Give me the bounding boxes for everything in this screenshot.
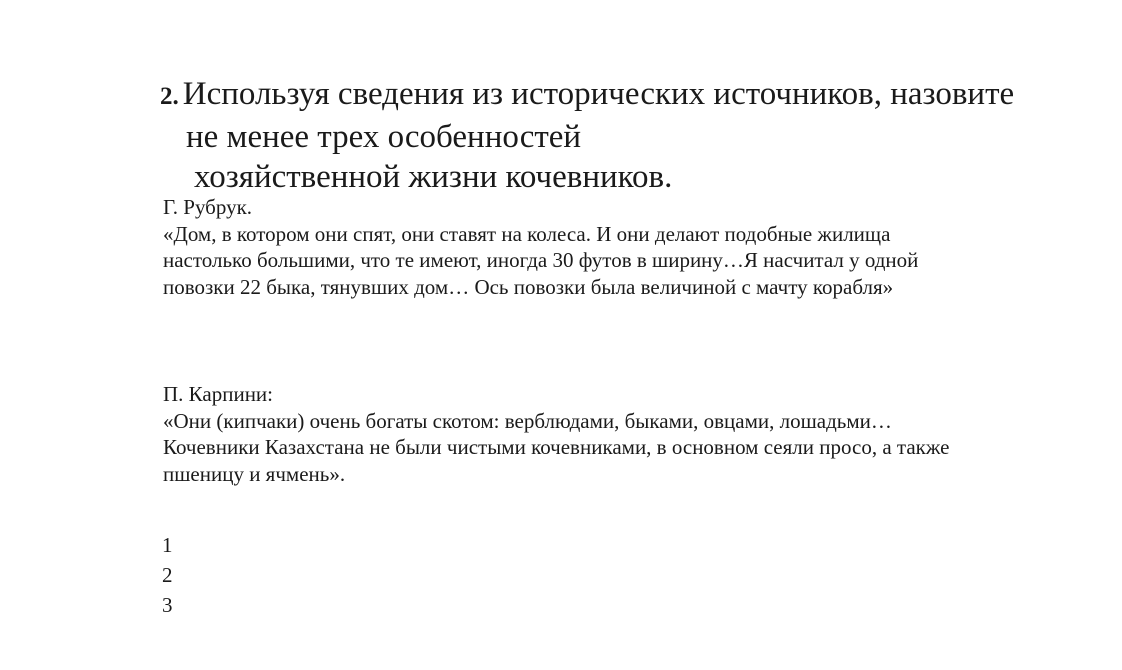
source-karpini	[163, 381, 1063, 487]
question-line-2: не менее трех особенностей	[186, 119, 582, 155]
source-quote-line: повозки 22 быка, тянувших дом… Ось повозки была величиной с мачту корабля»	[163, 274, 894, 299]
answer-list	[162, 530, 173, 620]
source-quote-line: настолько большими, что те имеют, иногда 30 футов в ширину…Я насчитал у одной	[163, 248, 919, 272]
answer-number: 2	[162, 563, 173, 587]
question-block	[160, 74, 1080, 197]
source-quote-line: пшеницу и ячмень».	[163, 461, 346, 486]
question-number: 2.	[160, 83, 179, 110]
answer-number: 3	[162, 593, 173, 617]
question-text-1: Используя сведения из исторических источников, назовите	[182, 76, 1015, 112]
source-author: П. Карпини:	[163, 382, 274, 406]
question-line-3: хозяйственной жизни кочевников.	[194, 159, 673, 195]
source-quote-line: «Дом, в котором они спят, они ставят на колеса. И они делают подобные жилища	[163, 221, 891, 246]
source-author: Г. Рубрук.	[163, 195, 253, 219]
question-line-1	[160, 74, 1080, 117]
source-rubruk	[163, 194, 1063, 300]
answer-number: 1	[162, 533, 173, 557]
source-quote-line: «Они (кипчаки) очень богаты скотом: верблюдами, быками, овцами, лошадьми…	[163, 408, 892, 433]
source-quote-line: Кочевники Казахстана не были чистыми кочевниками, в основном сеяли просо, а также	[163, 435, 950, 459]
